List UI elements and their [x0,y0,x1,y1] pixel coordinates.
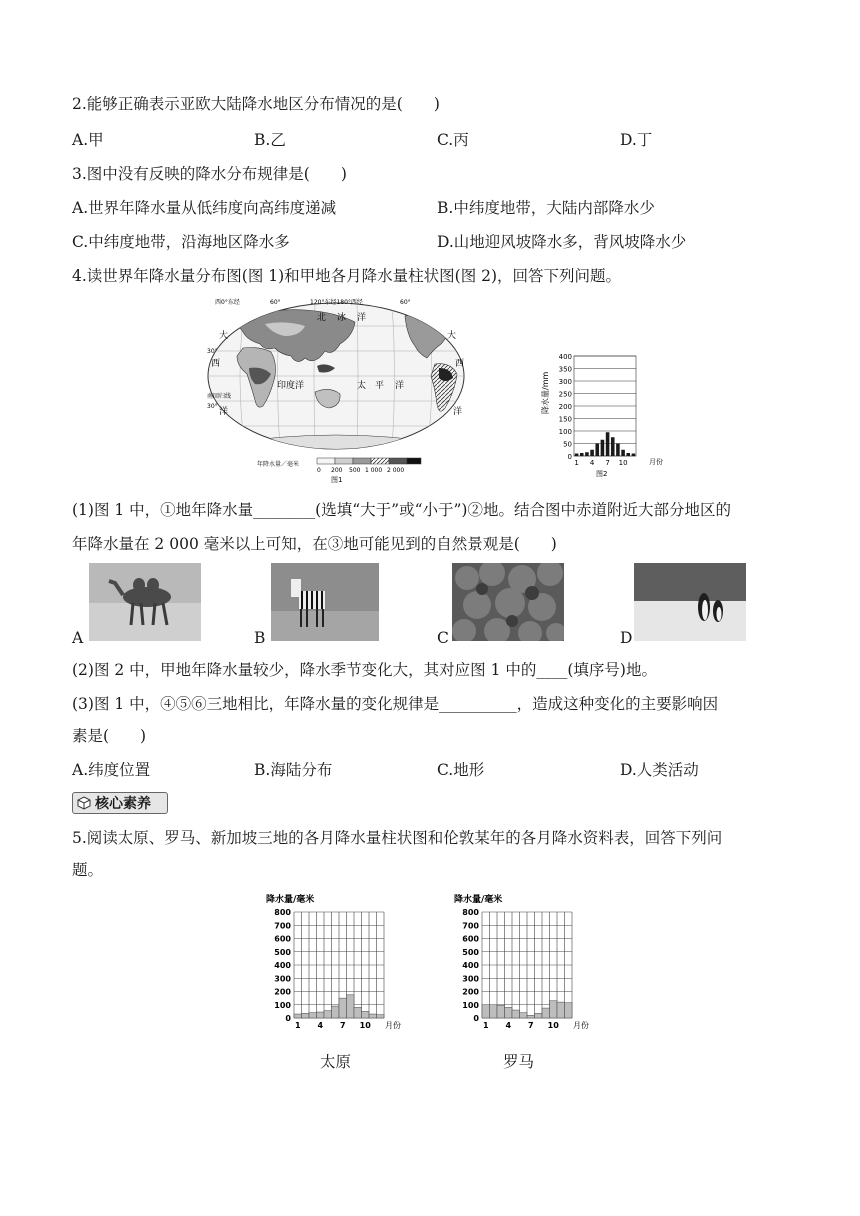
photo-label-b: B [254,629,266,647]
q4-sub3-line1: (3)图 1 中，④⑤⑥三地相比，年降水量的变化规律是__________，造成这种变化的主要影响因 [72,695,719,713]
chart-ytick-label: 600 [274,934,291,944]
camel-photo [89,563,201,641]
q4-sub3-line2: 素是( ) [72,727,147,745]
chart-xtick-label: 7 [339,1021,346,1030]
q4-sub1-line1: (1)图 1 中，①地年降水量________(选填“大于”或“小于”)②地。结合图中赤道附近大部分地区的 [72,501,731,519]
photo-label-a: A [72,629,84,647]
chart-ytick-label: 400 [462,961,479,970]
fig2-ytick-label: 350 [558,365,572,374]
chart-ytick-label: 400 [274,961,291,970]
fig2-bar [575,454,579,457]
chart-bar [294,1014,302,1018]
q4-option-b: B.海陆分布 [254,761,333,779]
fig2-precipitation-chart [534,350,669,478]
fig2-xtick-label: 1 [574,459,579,467]
chart-ytick-label: 700 [274,921,291,931]
chart-bar [490,1005,498,1018]
rainforest-photo [452,563,564,641]
chart-ylabel: 降水量/毫米 [266,895,315,905]
fig2-ytick-label: 300 [558,378,572,386]
q4-option-a: A.纬度位置 [72,761,151,779]
q4-sub2: (2)图 2 中，甲地年降水量较少，降水季节变化大，其对应图 1 中的____(填序号)地。 [72,661,657,679]
map-caption: 图1 [331,476,343,484]
fig2-ytick-label: 200 [558,403,572,411]
map-ocean-char: 西 [211,359,221,369]
chart-bar [347,995,355,1018]
fig2-ytick-label: 0 [567,453,572,461]
chart-bar [535,1013,543,1018]
map-ocean-indian: 印度洋 [277,381,305,391]
fig2-ytick-label: 400 [558,353,572,361]
taiyuan-caption: 太原 [320,1053,352,1071]
taiyuan-precipitation-chart [262,890,412,1040]
chart-ytick-label: 200 [462,987,479,997]
q3-option-a: A.世界年降水量从低纬度向高纬度递减 [72,199,337,217]
fig2-bar [580,453,584,456]
map-ocean-char: 北 [317,313,327,323]
map-legend-tick: 2 000 [387,467,405,474]
map-ocean-char: 平 [375,381,385,391]
chart-xtick-label: 7 [527,1021,534,1030]
map-ocean-char: 大 [219,331,229,341]
chart-bar [482,1005,490,1018]
map-top-label-1: 西0°东经 [215,299,240,306]
fig2-bar [626,453,630,456]
chart-bar [550,1001,558,1018]
chart-ytick-label: 500 [274,947,291,957]
fig2-bar [621,450,625,456]
q2-stem: 2.能够正确表示亚欧大陆降水地区分布情况的是( ) [72,95,440,113]
fig2-ylabel: 降水量/mm [541,371,550,414]
chart-xtick-label: 10 [547,1021,559,1030]
map-ocean-char: 洋 [395,381,405,391]
chart-ytick-label: 100 [462,1000,479,1010]
chart-xtick-label: 1 [294,1021,301,1030]
map-ocean-char: 洋 [219,407,229,417]
map-lat-label: 30° [207,403,218,410]
map-lat-label: 30° [207,348,218,355]
chart-ytick-label: 100 [274,1000,291,1010]
chart-ytick-label: 600 [462,934,479,944]
section-badge-label: 核心素养 [95,796,151,812]
map-legend-title: 年降水量／毫米 [257,461,300,468]
q3-stem: 3.图中没有反映的降水分布规律是( ) [72,165,347,183]
chart-xtick-label: 10 [359,1021,371,1030]
q2-option-a: A.甲 [72,131,104,149]
chart-bar [497,1005,505,1018]
fig2-bar [611,437,615,456]
chart-bar [324,1011,332,1018]
fig2-bar [606,432,610,456]
chart-bar [520,1013,528,1018]
q2-option-b: B.乙 [254,131,286,149]
map-lat-label: 南回归线 [207,393,232,400]
q4-option-d: D.人类活动 [620,761,699,779]
chart-ytick-label: 0 [285,1014,291,1023]
fig2-bar [590,450,594,456]
fig2-bar [601,440,605,456]
chart-bar [354,1007,362,1018]
fig2-bar [595,444,599,457]
fig2-ytick-label: 100 [558,428,572,436]
map-top-label-2: 60° [270,299,281,306]
fig2-ytick-label: 150 [558,415,572,424]
map-legend-tick: 200 [331,467,343,474]
map-ocean-char: 冰 [337,313,347,323]
photo-label-c: C [437,629,449,647]
q2-option-c: C.丙 [437,131,469,149]
chart-bar [332,1006,340,1018]
fig2-bar [585,452,589,456]
chart-bar [369,1014,377,1018]
map-legend-tick: 0 [317,467,321,474]
world-precipitation-map [205,296,467,486]
section-badge [72,792,168,814]
chart-bar [317,1012,325,1018]
q4-stem: 4.读世界年降水量分布图(图 1)和甲地各月降水量柱状图(图 2)，回答下列问题。 [72,267,622,285]
chart-bar [377,1015,385,1018]
chart-ytick-label: 300 [274,974,291,984]
map-legend-tick: 1 000 [365,467,383,474]
fig2-ytick-label: 50 [563,440,572,449]
map-ocean-char: 西 [455,359,465,369]
chart-xtick-label: 4 [505,1021,512,1030]
q4-option-c: C.地形 [437,761,485,779]
q3-option-d: D.山地迎风坡降水多，背风坡降水少 [437,233,687,251]
chart-bar [309,1013,317,1018]
chart-xunit: 月份 [573,1021,589,1030]
chart-ytick-label: 500 [462,947,479,957]
fig2-bar [632,454,636,457]
chart-bar [542,1008,550,1018]
zebra-photo [271,563,379,641]
map-ocean-char: 大 [447,331,457,341]
q4-sub1-line2: 年降水量在 2 000 毫米以上可知，在③地可能见到的自然景观是( ) [72,535,557,553]
map-ocean-char: 洋 [357,313,367,323]
chart-ytick-label: 200 [274,987,291,997]
fig2-bar [616,444,620,457]
cube-icon [77,796,91,810]
chart-ytick-label: 300 [462,974,479,984]
rome-caption: 罗马 [503,1053,535,1071]
chart-bar [302,1013,310,1018]
map-ocean-char: 洋 [453,407,463,417]
chart-ytick-label: 800 [462,908,479,917]
chart-xtick-label: 1 [482,1021,489,1030]
q2-option-d: D.丁 [620,131,653,149]
chart-bar [339,998,347,1018]
chart-ytick-label: 0 [473,1014,479,1023]
map-ocean-char: 太 [357,381,367,391]
fig2-xtick-label: 7 [605,459,610,467]
chart-ytick-label: 800 [274,908,291,917]
q3-option-b: B.中纬度地带，大陆内部降水少 [437,199,655,217]
chart-xtick-label: 4 [317,1021,324,1030]
chart-ylabel: 降水量/毫米 [454,895,503,905]
chart-bar [565,1003,573,1018]
penguin-photo [634,563,746,641]
map-top-label-3: 120°东经180°西经 [310,299,363,306]
map-legend-tick: 500 [349,467,361,474]
fig2-xtick-label: 10 [618,459,628,467]
chart-xunit: 月份 [385,1021,401,1030]
chart-bar [512,1010,520,1018]
map-top-label-4: 60° [400,299,411,306]
rome-precipitation-chart [450,890,600,1040]
fig2-ytick-label: 250 [558,390,572,399]
fig2-xunit: 月份 [649,458,663,466]
q5-stem-line2: 题。 [72,861,104,879]
chart-bar [527,1015,535,1018]
q3-option-c: C.中纬度地带，沿海地区降水多 [72,233,290,251]
q5-stem-line1: 5.阅读太原、罗马、新加坡三地的各月降水量柱状图和伦敦某年的各月降水资料表，回答下列问 [72,829,723,847]
chart-bar [505,1007,513,1018]
photo-label-d: D [620,629,633,647]
fig2-xtick-label: 4 [589,459,595,467]
chart-ytick-label: 700 [462,921,479,931]
fig2-caption: 图2 [596,470,608,478]
chart-bar [362,1011,370,1018]
chart-bar [557,1002,565,1018]
